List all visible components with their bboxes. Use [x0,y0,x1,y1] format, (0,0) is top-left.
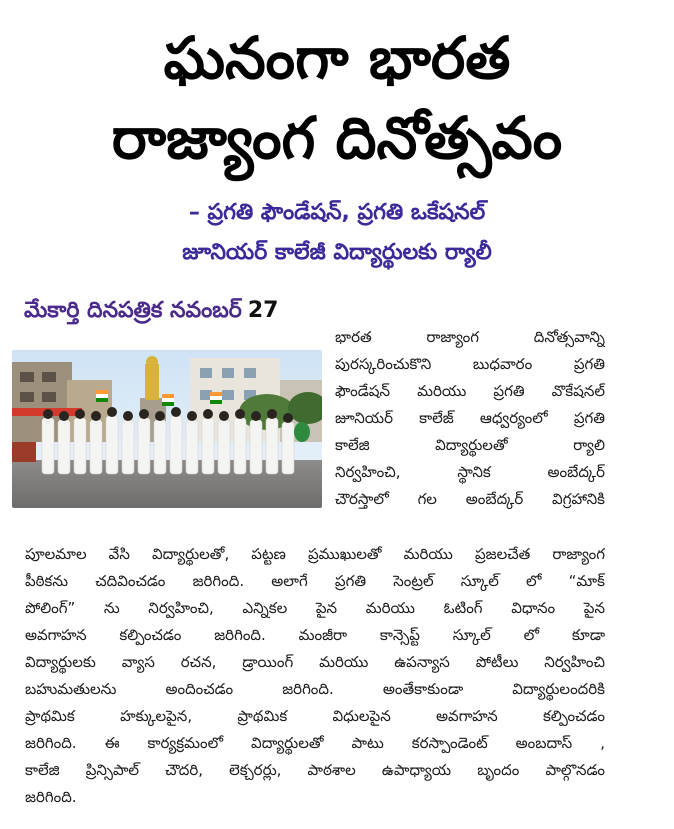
dateline-day: 27 [247,298,279,323]
body-line: కాలేజి విద్యార్థులతో ర్యాలి [335,436,605,454]
body-line: పీఠికను చదివించడం జరిగింది. అలాగే ప్రగతి సెంట్రల్ స్కూల్ లో “మాక్ [25,572,605,590]
body-line: చౌరస్తాలో గల అంబేద్కర్ విగ్రహానికి [335,490,605,508]
body-line: పోలింగ్” ను నిర్వహించి, ఎన్నికల పైన మరియు ఓటింగ్ విధానం పైన [25,599,605,617]
body-line: కాలేజి ప్రిన్సిపాల్ చౌదరి, లెక్చరర్లు, పాఠశాల ఉపాధ్యాయ బృందం పాల్గొనడం [25,761,605,779]
headline-line-2: రాజ్యాంగ దినోత్సవం [111,104,563,172]
headline-line-1: ఘనంగా భారత [163,24,511,92]
body-line: బహుమతులను అందించడం జరిగింది. అంతేకాకుండా విద్యార్థులందరికి [25,680,605,698]
body-line: విద్యార్థులకు వ్యాస రచన, డ్రాయింగ్ మరియు ఉపన్యాస పోటీలు నిర్వహించి [25,653,605,671]
rally-photo-illustration [12,350,322,508]
subheading-line-2: జూనియర్ కాలేజీ విద్యార్థులకు ర్యాలీ [182,240,492,265]
clipped-previous-text-strip [0,0,674,6]
dateline-source: మేకార్తి దినపత్రిక నవంబర్ [24,298,242,323]
article-body-full-width [25,541,605,811]
body-line: పూలమాల వేసి విద్యార్థులతో, పట్టణ ప్రముఖులతో మరియు ప్రజలచేత రాజ్యాంగ [25,545,605,563]
body-line: ప్రాథమిక హక్కులపైన, ప్రాథమిక విధులపైన అవగాహన కల్పించడం [25,707,605,725]
body-line: భారత రాజ్యాంగ దినోత్సవాన్ని [335,328,605,346]
body-line: ఫౌండేషన్ మరియు ప్రగతి వొకేషనల్ [335,382,605,400]
body-line: జూనియర్ కాలేజ్ ఆధ్వర్యంలో ప్రగతి [335,409,605,427]
body-line: నిర్వహించి, స్థానిక అంబేద్కర్ [335,463,605,481]
body-line: పురస్కరించుకొని బుధవారం ప్రగతి [335,355,605,373]
rally-photo [12,350,322,508]
article-body-beside-photo [335,324,605,513]
dateline [24,296,278,326]
body-line: అవగాహన కల్పించడం జరిగింది. మంజీరా కాన్సెప్ట్ స్కూల్ లో కూడా [25,626,605,644]
subheading-line-1: – ప్రగతి ఫౌండేషన్, ప్రగతి ఒకేషనల్ [188,200,486,225]
clipped-text-fragments [0,0,674,6]
body-line: జరిగింది. ఈ కార్యక్రమంలో విద్యార్థులతో పాటు కరస్పాండెంట్ అంబదాస్ , [25,734,605,752]
body-line-last: జరిగింది. [25,788,77,806]
